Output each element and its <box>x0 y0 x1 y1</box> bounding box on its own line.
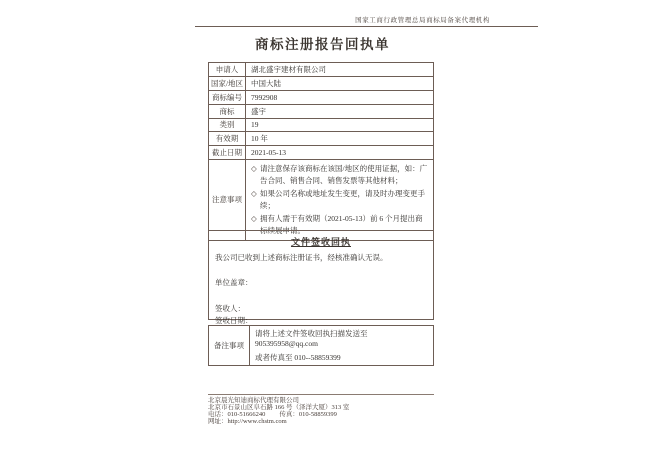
row-value: 19 <box>246 118 434 132</box>
row-label: 商标编号 <box>209 91 246 105</box>
diamond-bullet-icon: ◇ <box>251 163 257 173</box>
agency-note-text: 国家工商行政管理总局商标局备案代理机构 <box>355 17 490 24</box>
table-row-trademark-number <box>209 91 434 105</box>
row-value: 7992908 <box>246 91 434 105</box>
footer-phone: 电话：010-51666240 <box>208 411 266 418</box>
row-value: 中国大陆 <box>246 77 434 91</box>
row-value: 盛宇 <box>246 104 434 118</box>
footer-website: 网址：http://www.chstm.com <box>208 418 287 425</box>
signer-label: 签收人： <box>215 304 245 313</box>
note-item <box>251 188 428 213</box>
table-row-country <box>209 77 434 91</box>
table-row-applicant <box>209 63 434 77</box>
row-label: 注意事项 <box>209 159 246 240</box>
row-label: 商标 <box>209 104 246 118</box>
remarks-table <box>208 325 434 366</box>
table-row-notes <box>209 159 434 240</box>
diamond-bullet-icon: ◇ <box>251 188 257 198</box>
note-text: 拥有人需于有效期（2021-05-13）前 6 个月提出商标续展申请。 <box>260 213 423 235</box>
sign-date-label: 签收日期： <box>215 316 253 325</box>
table-row-trademark-name <box>209 104 434 118</box>
company-stamp-label: 单位盖章： <box>215 278 253 287</box>
row-value: 湖北盛宇建材有限公司 <box>246 63 434 77</box>
remarks-content <box>250 326 434 366</box>
note-text: 如果公司名称或地址发生变更，请及时办理变更手续； <box>260 188 425 210</box>
footer-fax: 传真：010-58859399 <box>279 411 337 418</box>
row-label: 截止日期 <box>209 146 246 160</box>
row-label: 申请人 <box>209 63 246 77</box>
row-value: 2021-05-13 <box>246 146 434 160</box>
footer-address: 北京市石景山区阜石路 166 号（泽洋大厦）313 室 <box>208 404 350 411</box>
row-label: 国家/地区 <box>209 77 246 91</box>
row-label: 类别 <box>209 118 246 132</box>
row-value: 10 年 <box>246 132 434 146</box>
remarks-line-email: 请将上述文件签收回执扫描发送至 905395958@qq.com <box>255 329 368 348</box>
row-label: 有效期 <box>209 132 246 146</box>
document-title: 商标注册报告回执单 <box>255 37 390 52</box>
table-row-expiry-date <box>209 146 434 160</box>
note-text: 请注意保存该商标在该国/地区的使用证据，如：广告合同、销售合同、销售发票等其他材料； <box>260 163 428 185</box>
receipt-box-title: 文件签收回执 <box>290 237 351 247</box>
notes-cell <box>246 159 434 240</box>
table-row-class <box>209 118 434 132</box>
diamond-bullet-icon: ◇ <box>251 213 257 223</box>
footer-letterhead <box>208 394 434 425</box>
note-item <box>251 163 428 188</box>
footer-company-name: 北京晨光知迪商标代理有限公司 <box>208 397 299 404</box>
receipt-statement: 我公司已收到上述商标注册证书，经核准确认无误。 <box>215 253 388 262</box>
receipt-confirmation-box <box>208 230 434 325</box>
remarks-line-fax: 或者传真至 010--58859399 <box>255 353 341 362</box>
remarks-label: 备注事项 <box>209 326 250 366</box>
footer-phone-fax <box>208 411 434 418</box>
letterhead-agency-note <box>195 16 538 27</box>
table-row-remarks <box>209 326 434 366</box>
trademark-info-table <box>208 62 434 241</box>
table-row-validity <box>209 132 434 146</box>
